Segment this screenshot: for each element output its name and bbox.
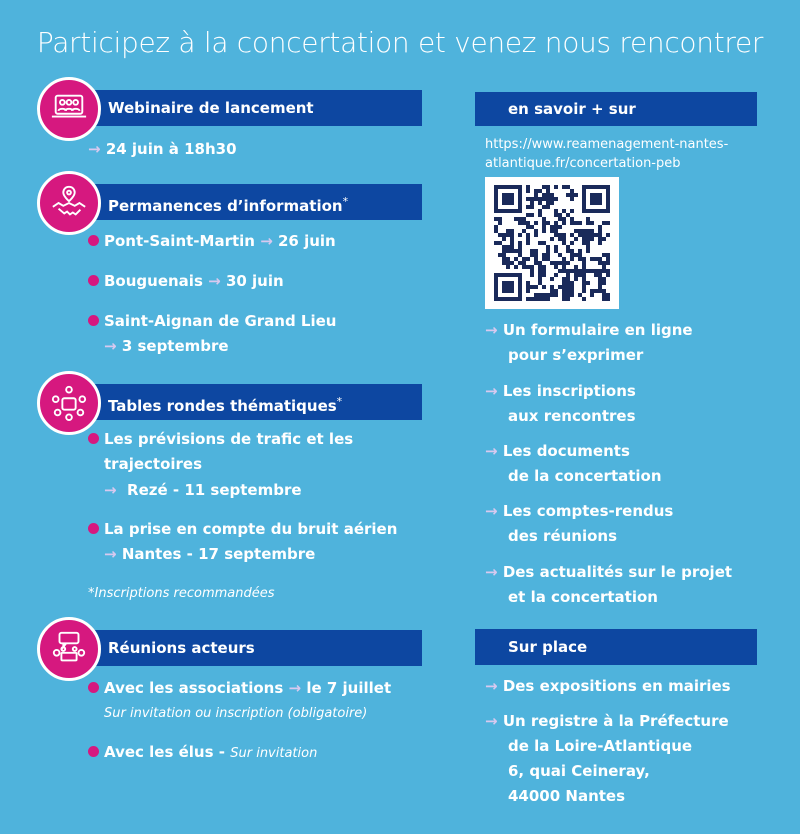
qr-code-icon [485, 177, 619, 309]
reunions-heading: Réunions acteurs [108, 639, 255, 657]
bullet-dot [88, 746, 99, 757]
savoir-link: → Les comptes-rendus [485, 502, 674, 520]
surplace-band [475, 629, 757, 665]
tables-icon-circle [37, 371, 101, 435]
reunion-item: Avec les élus - Sur invitation [88, 740, 317, 766]
surplace-heading: Sur place [508, 638, 588, 656]
savoir-band [475, 92, 757, 126]
webinaire-band [88, 90, 422, 126]
meeting-chat-icon [50, 630, 88, 668]
reunions-icon-circle [37, 617, 101, 681]
reunion-item-sub: Sur invitation ou inscription (obligatoire) [104, 706, 368, 721]
surplace-registre-line: 44000 Nantes [508, 787, 626, 805]
bullet-dot [88, 433, 99, 444]
savoir-link-cont: aux rencontres [508, 407, 636, 425]
arrow-icon: → [485, 442, 498, 460]
bullet-dot [88, 682, 99, 693]
savoir-link: → Les inscriptions [485, 382, 636, 400]
savoir-link-cont: de la concertation [508, 467, 662, 485]
bullet-dot [88, 235, 99, 246]
tables-heading: Tables rondes thématiques [108, 397, 337, 415]
inscriptions-note: *Inscriptions recommandées [88, 586, 275, 601]
permanence-item: Bouguenais → 30 juin [88, 269, 284, 294]
permanences-icon-circle [37, 171, 101, 235]
table-item: La prise en compte du bruit aérien [88, 517, 397, 542]
tables-band: Tables rondes thématiques* [88, 384, 422, 420]
savoir-url[interactable]: https://www.reamenagement-nantes- atlantique.fr/concertation-peb [485, 137, 729, 171]
bullet-dot [88, 275, 99, 286]
permanence-item: Saint-Aignan de Grand Lieu [88, 309, 337, 334]
savoir-link-cont: des réunions [508, 527, 618, 545]
arrow-icon: → [485, 321, 498, 339]
arrow-icon: → [208, 272, 221, 290]
table-item: Les prévisions de trafic et les [88, 427, 353, 452]
arrow-icon: → [485, 382, 498, 400]
webinaire-heading: Webinaire de lancement [108, 99, 314, 117]
arrow-icon: → [485, 563, 498, 581]
permanences-heading: Permanences d’information [108, 197, 343, 215]
reunion-item: Avec les associations → le 7 juillet [88, 676, 391, 701]
handshake-location-icon [50, 184, 88, 222]
savoir-link-cont: et la concertation [508, 588, 658, 606]
savoir-link: → Les documents [485, 442, 630, 460]
arrow-icon: → [104, 545, 117, 563]
round-table-icon [50, 384, 88, 422]
arrow-icon: → [485, 502, 498, 520]
arrow-icon: → [485, 677, 498, 695]
table-item-cont: trajectoires [104, 455, 203, 473]
surplace-registre-line: 6, quai Ceineray, [508, 762, 650, 780]
arrow-icon: → [288, 679, 302, 697]
arrow-icon: → [104, 481, 117, 499]
savoir-link: → Des actualités sur le projet [485, 563, 733, 581]
people-presentation-icon [50, 90, 88, 128]
permanence-item-date: → 3 septembre [104, 337, 229, 355]
webinaire-icon-circle [37, 77, 101, 141]
table-item-detail: → Rezé - 11 septembre [104, 481, 302, 499]
savoir-link-cont: pour s’exprimer [508, 346, 644, 364]
savoir-link: → Un formulaire en ligne [485, 321, 693, 339]
bullet-dot [88, 523, 99, 534]
permanence-item: Pont-Saint-Martin → 26 juin [88, 229, 336, 254]
table-item-detail: → Nantes - 17 septembre [104, 545, 316, 563]
arrow-icon: → [104, 337, 117, 355]
arrow-icon: → [485, 712, 498, 730]
surplace-registre: → Un registre à la Préfecture [485, 712, 729, 730]
webinaire-date: → 24 juin à 18h30 [88, 140, 237, 158]
savoir-heading: en savoir + sur [508, 100, 636, 118]
qr-code [485, 177, 619, 309]
reunions-band [88, 630, 422, 666]
arrow-icon: → [88, 140, 101, 158]
bullet-dot [88, 315, 99, 326]
permanences-band: Permanences d’information* [88, 184, 422, 220]
arrow-icon: → [260, 232, 273, 250]
surplace-registre-line: de la Loire-Atlantique [508, 737, 693, 755]
page-title: Participez à la concertation et venez nous rencontrer [36, 26, 764, 59]
surplace-expo: → Des expositions en mairies [485, 677, 731, 695]
